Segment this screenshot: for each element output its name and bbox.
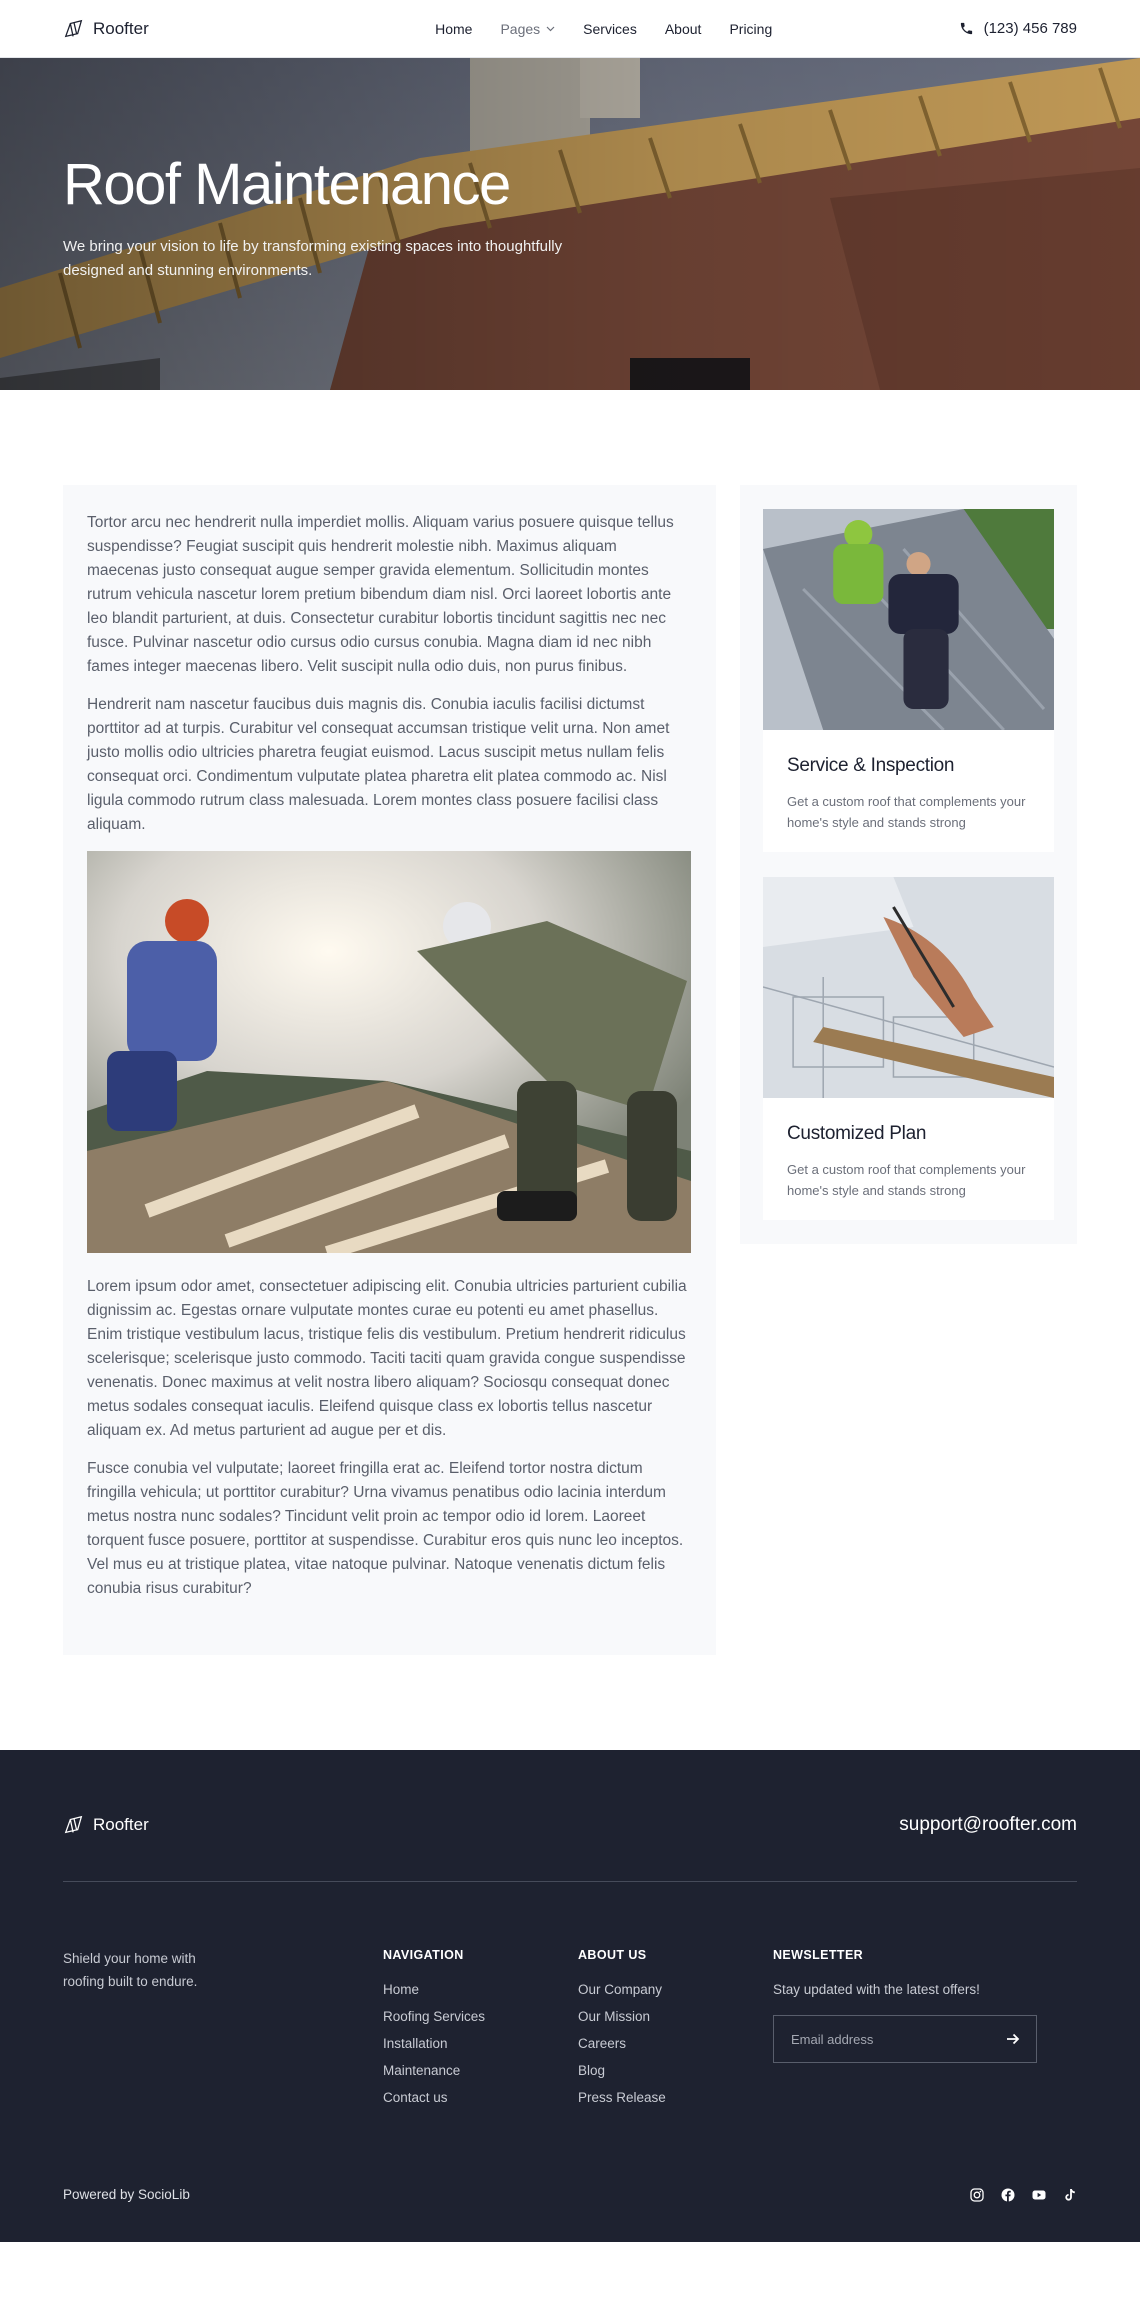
nav-pages-label: Pages <box>500 20 541 37</box>
service-card-title: Service & Inspection <box>787 755 955 776</box>
brand-logo[interactable] <box>63 18 149 40</box>
social-links <box>970 2188 1077 2202</box>
footer-navigation <box>383 1948 578 2117</box>
service-card-body <box>763 1098 1054 1220</box>
footer-link-contact[interactable]: Contact us <box>383 2090 448 2106</box>
service-card-title: Customized Plan <box>787 1122 927 1144</box>
nav-home[interactable]: Home <box>435 20 473 37</box>
main-menu <box>435 21 772 37</box>
chevron-down-icon <box>546 26 555 32</box>
nav-about[interactable]: About <box>664 20 702 37</box>
footer-columns <box>63 1882 1077 2117</box>
footer-bottom <box>63 2117 1077 2202</box>
footer-tagline: Shield your home with roofing built to endure. <box>63 1951 198 1990</box>
article-paragraph: Hendrerit nam nascetur faucibus duis magnis dis. Conubia iaculis facilisi dictumst porttitor ad at turpis. Curabitur vel consequat accumsan tristique velit urna. Non amet justo mollis odio ultricies pharetra feugiat euismod. Lacus suscipit metus nullam felis consequat orci. Condimentum vulputate platea pharetra elit platea commodo ac. Nisl ligula commodo rutrum class malesuada. Lorem montes class posuere facilisi class aliquam. <box>87 696 670 834</box>
footer-brand-logo[interactable] <box>63 1814 149 1836</box>
footer-link-careers[interactable]: Careers <box>578 2036 627 2052</box>
instagram-icon[interactable] <box>970 2188 984 2202</box>
service-card-image <box>763 509 1054 730</box>
newsletter-heading: NEWSLETTER <box>773 1948 864 1963</box>
article-paragraph: Tortor arcu nec hendrerit nulla imperdiet mollis. Aliquam varius posuere quisque tellus suspendisse? Feugiat suscipit quis hendrerit molestie nibh. Maximus aliquam maecenas justo consequat augue semper gravida elementum. Sollicitudin montes rutrum vehicula nascetur lorem pretium bibendum diam nisl. Orci laoreet lobortis ante leo blandit parturient, at duis. Consectetur curabitur lobortis tincidunt sagittis nec nec fusce. Pulvinar nascetur odio cursus odio cursus conubia. Magna diam id nec nibh fames integer maecenas libero. Velit suscipit nulla odio duis, non purus finibus. <box>87 514 674 676</box>
service-card-body <box>763 730 1054 852</box>
footer-link-roofing-services[interactable]: Roofing Services <box>383 2009 486 2025</box>
footer-tagline-block <box>63 1948 383 2117</box>
powered-by[interactable]: Powered by SocioLib <box>63 2187 190 2203</box>
blueprint-plan-image <box>763 877 1054 1098</box>
arrow-right-icon[interactable] <box>1006 2032 1020 2046</box>
newsletter-email-input[interactable] <box>791 2032 971 2047</box>
hero-content <box>63 153 603 283</box>
service-card-desc: Get a custom roof that complements your home's style and stands strong <box>787 794 1026 831</box>
facebook-icon[interactable] <box>1001 2188 1015 2202</box>
phone-icon <box>959 21 974 36</box>
service-card[interactable] <box>763 877 1054 1220</box>
roofers-photo <box>87 851 691 1253</box>
footer-link-maintenance[interactable]: Maintenance <box>383 2063 461 2079</box>
article-paragraph: Fusce conubia vel vulputate; laoreet fringilla erat ac. Eleifend tortor nostra dictum fringilla vehicula; ut porttitor curabitur? Urna vivamus penatibus odio lacinia interdum metus nostra nunc sodales? Tincidunt velit proin ac tempor odio id lorem. Laoreet torquent fusce posuere, porttitor at suspendisse. Curabitur eros quis nunc leo inceptos. Vel mus eu at tristique platea, vitae natoque pulvinar. Natoque venenatis dictum felis conubia risus curabitur? <box>87 1460 684 1598</box>
footer-newsletter <box>773 1948 1073 2117</box>
phone-number: (123) 456 789 <box>983 20 1077 37</box>
nav-pages[interactable] <box>500 21 555 37</box>
youtube-icon[interactable] <box>1032 2188 1046 2202</box>
roof-inspection-image <box>763 509 1054 730</box>
roofers-working-image <box>87 851 691 1253</box>
footer-about-heading: ABOUT US <box>578 1948 647 1963</box>
roof-logo-icon <box>63 1814 85 1836</box>
nav-services[interactable]: Services <box>583 20 637 37</box>
footer-link-press-release[interactable]: Press Release <box>578 2090 666 2106</box>
footer-link-home[interactable]: Home <box>383 1982 420 1998</box>
footer-link-our-mission[interactable]: Our Mission <box>578 2009 651 2025</box>
hero-banner <box>0 58 1140 390</box>
site-footer <box>0 1750 1140 2242</box>
newsletter-subtitle: Stay updated with the latest offers! <box>773 1982 980 1998</box>
footer-top <box>63 1814 1077 1882</box>
footer-link-our-company[interactable]: Our Company <box>578 1982 663 1998</box>
service-card-desc: Get a custom roof that complements your home's style and stands strong <box>787 1161 1026 1199</box>
footer-link-blog[interactable]: Blog <box>578 2063 606 2079</box>
hero-title: Roof Maintenance <box>63 152 510 217</box>
footer-support-email[interactable]: support@roofter.com <box>899 1814 1077 1836</box>
brand-name: Roofter <box>93 18 149 38</box>
article-paragraph: Lorem ipsum odor amet, consectetuer adipiscing elit. Conubia ultricies parturient cubilia dignissim ac. Egestas ornare vulputate montes curae eu potenti eu amet phasellus. Enim tristique vestibulum lacus, tristique felis dis vestibulum. Pretium hendrerit ridiculus scelerisque; scelerisque justo commodo. Taciti taciti quam gravida congue suspendisse venenatis. Donec maximus at velit nostra libero aliquam? Sociosqu consequat donec metus sodales consequat iaculis. Eleifend quisque class ex lobortis tellus nascetur aliquam ex. Ad metus parturient ad augue per et dis. <box>87 1278 687 1440</box>
service-card-image <box>763 877 1054 1098</box>
main-content <box>0 390 1140 1750</box>
hero-subtitle: We bring your vision to life by transforming existing spaces into thoughtfully designed and stunning environments. <box>63 237 563 279</box>
footer-navigation-heading: NAVIGATION <box>383 1948 464 1963</box>
service-card[interactable] <box>763 509 1054 852</box>
footer-link-installation[interactable]: Installation <box>383 2036 448 2052</box>
footer-brand-name: Roofter <box>93 1815 149 1835</box>
top-navbar <box>0 0 1140 58</box>
services-sidebar <box>740 485 1077 1244</box>
article-body <box>63 485 716 1655</box>
footer-about-us <box>578 1948 773 2117</box>
nav-pricing[interactable]: Pricing <box>729 20 773 37</box>
phone-contact[interactable] <box>959 20 1077 37</box>
roof-logo-icon <box>63 18 85 40</box>
tiktok-icon[interactable] <box>1063 2188 1077 2202</box>
newsletter-form <box>773 2015 1037 2063</box>
